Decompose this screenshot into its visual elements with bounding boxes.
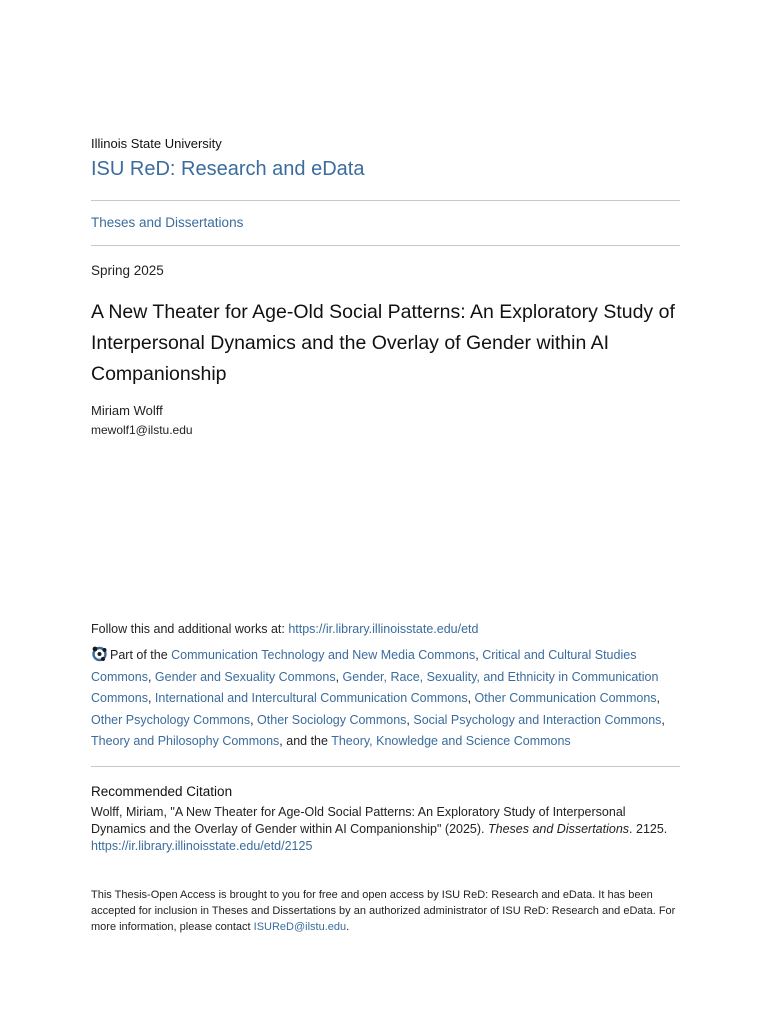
commons-link[interactable]: Other Psychology Commons: [91, 712, 251, 727]
part-of-prefix: Part of the: [110, 648, 172, 662]
commons-separator: ,: [335, 669, 343, 684]
commons-link[interactable]: Theory and Philosophy Commons: [91, 734, 280, 748]
part-of-commons: [91, 645, 680, 753]
recommended-citation-heading: Recommended Citation: [91, 784, 233, 799]
commons-separator: ,: [406, 712, 414, 727]
commons-link[interactable]: Gender and Sexuality Commons: [154, 669, 336, 684]
recommended-citation: [91, 804, 680, 855]
commons-separator: ,: [661, 712, 665, 727]
access-statement-end: .: [346, 921, 350, 933]
commons-link[interactable]: Theory, Knowledge and Science Commons: [331, 734, 571, 748]
contact-email-link[interactable]: ISUReD@ilstu.edu: [253, 921, 347, 933]
citation-number: . 2125.: [629, 822, 668, 836]
collection-link[interactable]: Theses and Dissertations: [91, 215, 244, 230]
access-statement: [91, 887, 680, 935]
divider: [91, 245, 680, 246]
access-statement-text: This Thesis-Open Access is brought to you for free and open access by ISU ReD: Research and eData. It has been accepted for inclusion in Theses and Dissertations by an authorized administrator of ISU ReD: Research and eData. For more information, please contact: [91, 889, 676, 933]
network-commons-icon: [91, 645, 108, 662]
divider: [91, 766, 680, 767]
commons-separator: , and the: [279, 734, 332, 748]
commons-separator: ,: [147, 691, 155, 705]
author-email: mewolf1@ilstu.edu: [91, 423, 193, 437]
commons-link[interactable]: Social Psychology and Interaction Commons: [413, 712, 662, 727]
commons-link[interactable]: Gender, Race, Sexuality, and Ethnicity in Communication Commons: [91, 669, 659, 705]
commons-separator: ,: [250, 712, 258, 727]
commons-link[interactable]: Other Communication Commons: [474, 691, 657, 705]
commons-link[interactable]: Critical and Cultural Studies Commons: [91, 648, 637, 684]
commons-list: [91, 648, 665, 748]
document-title: A New Theater for Age-Old Social Patterns: An Exploratory Study of Interpersonal Dynamics and the Overlay of Gender within AI Companionship: [91, 301, 675, 385]
institution-name: Illinois State University: [91, 136, 222, 151]
commons-separator: ,: [656, 691, 661, 705]
commons-separator: ,: [475, 648, 483, 662]
citation-journal: Theses and Dissertations: [488, 822, 630, 836]
repository-link[interactable]: ISU ReD: Research and eData: [91, 158, 365, 180]
commons-link[interactable]: Communication Technology and New Media Commons: [171, 648, 476, 662]
publication-date: Spring 2025: [91, 263, 164, 278]
follow-line: [91, 622, 478, 636]
commons-separator: ,: [147, 669, 155, 684]
commons-link[interactable]: Other Sociology Commons: [257, 712, 407, 727]
commons-separator: ,: [467, 691, 475, 705]
follow-url-link[interactable]: https://ir.library.illinoisstate.edu/etd: [288, 622, 479, 636]
citation-text: Wolff, Miriam, "A New Theater for Age-Old Social Patterns: An Exploratory Study of Interpersonal Dynamics and the Overlay of Gender within AI Companionship" (2025).: [91, 805, 626, 836]
divider: [91, 200, 680, 201]
author-name: Miriam Wolff: [91, 403, 163, 418]
follow-prefix: Follow this and additional works at:: [91, 622, 289, 636]
citation-url-link[interactable]: https://ir.library.illinoisstate.edu/etd/2125: [91, 839, 313, 853]
commons-link[interactable]: International and Intercultural Communication Commons: [154, 691, 468, 705]
